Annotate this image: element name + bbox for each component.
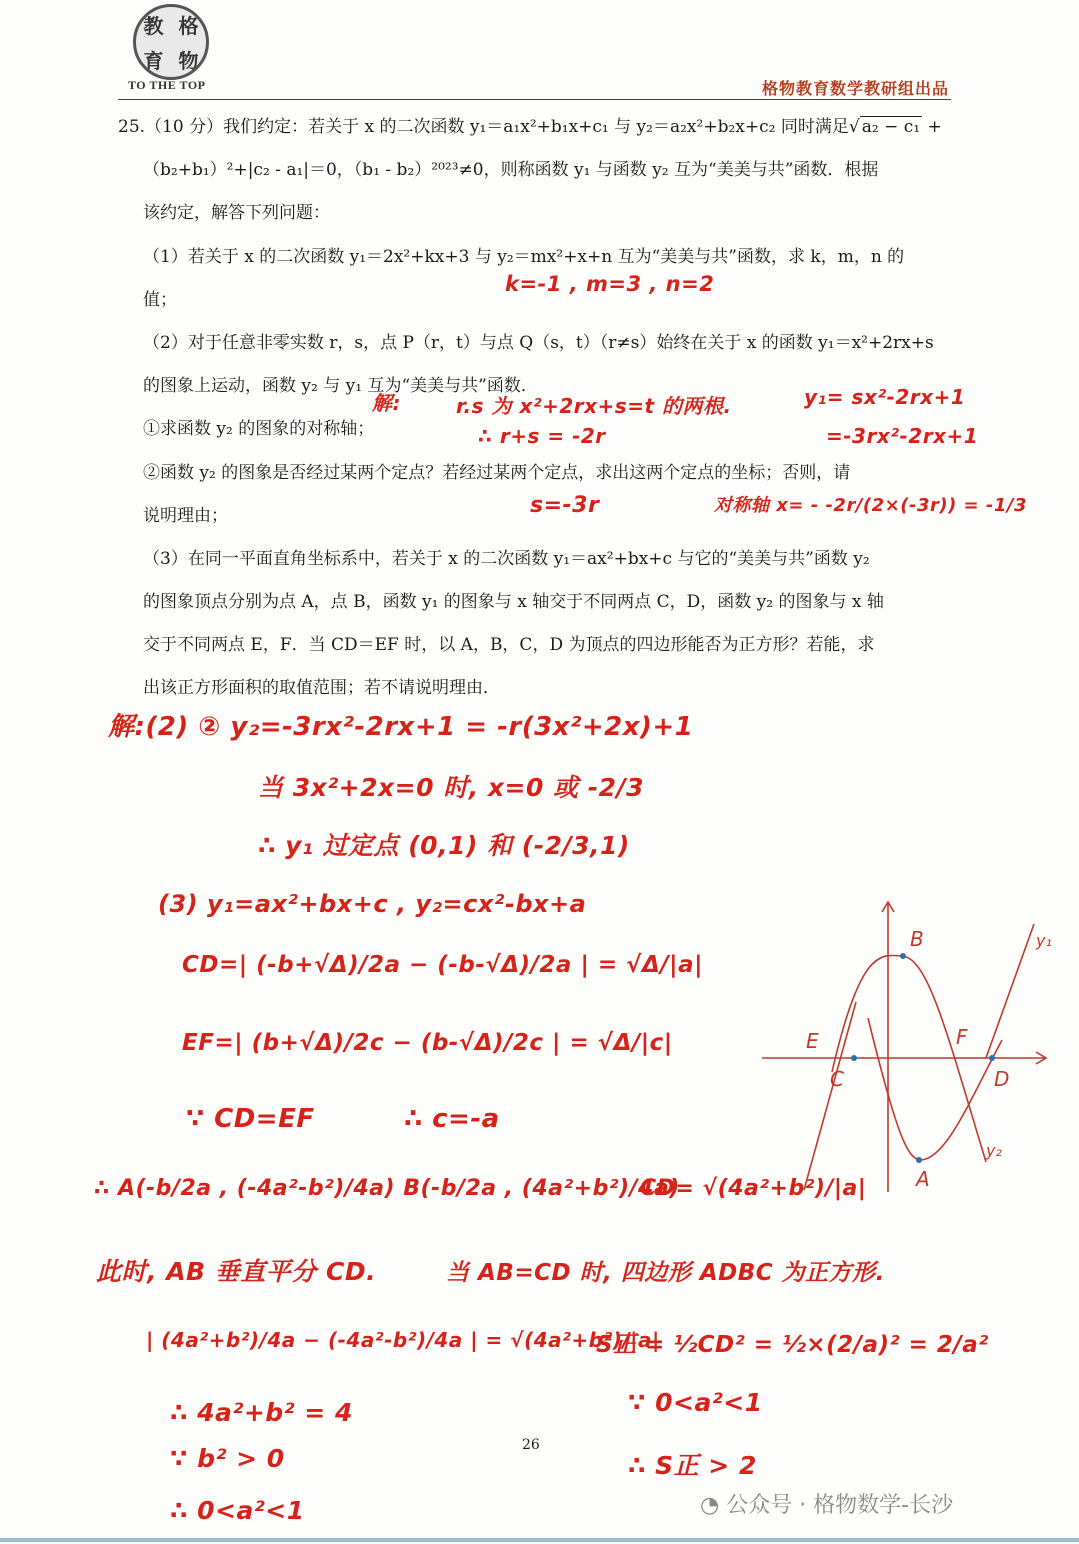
hand-part2-2: 当 3x²+2x=0 时, x=0 或 -2/3 [258, 773, 645, 802]
part2-line-2: 的图象上运动，函数 y₂ 与 y₁ 互为“美美与共”函数． [143, 376, 538, 396]
hand-ab: ∴ A(-b/2a , (-4a²-b²)/4a) B(-b/2a , (4a²+b²)/4a) [94, 1176, 680, 1201]
hand-perp: 此时, AB 垂直平分 CD. [96, 1257, 377, 1286]
answer-part1: k=-1 , m=3 , n=2 [505, 272, 715, 296]
part1-line-2: 值； [143, 290, 177, 310]
label-d: D [994, 1067, 1010, 1091]
hand-square: 当 AB=CD 时, 四边形 ADBC 为正方形. [446, 1260, 885, 1286]
wechat-icon: ◔ [700, 1493, 720, 1518]
hand-s: s=-3r [530, 493, 600, 518]
logo-char: 育 [143, 49, 164, 73]
logo-char: 物 [178, 49, 199, 73]
hand-part2-3: ∴ y₁ 过定点 (0,1) 和 (-2/3,1) [258, 831, 630, 860]
point-a [916, 1157, 922, 1163]
part1-line-1: （1）若关于 x 的二次函数 y₁＝2x²+kx+3 与 y₂＝mx²+x+n 互为“美美与共”函数，求 k，m，n 的 [143, 247, 905, 267]
hand-axis: 对称轴 x= - -2r/(2×(-3r)) = -1/3 [714, 495, 1028, 516]
hand-e2: ∵ b² > 0 [170, 1444, 285, 1473]
label-b: B [910, 927, 924, 951]
hand-e3: ∴ 0<a²<1 [170, 1496, 305, 1525]
point-d [989, 1055, 995, 1061]
part3-line-2: 的图象顶点分别为点 A，点 B，函数 y₁ 的图象与 x 轴交于不同两点 C，D，函数 y₂ 的图象与 x 轴 [143, 592, 884, 612]
hand-part2-1: 解:(2) ② y₂=-3rx²-2rx+1 = -r(3x²+2x)+1 [108, 712, 694, 742]
label-y1: y₁ [1036, 931, 1052, 950]
label-y2: y₂ [986, 1141, 1002, 1160]
problem-line-1: 25.（10 分）我们约定：若关于 x 的二次函数 y₁＝a₁x²+b₁x+c₁ 与 y₂＝a₂x²+b₂x+c₂ 同时满足√ a₂ − c₁ + [118, 117, 942, 137]
hand-area: S正 = ½CD² = ½×(2/a)² = 2/a² [596, 1332, 989, 1358]
hand-ef: EF=| (b+√Δ)/2c − (b-√Δ)/2c | = √Δ/|c| [182, 1030, 673, 1056]
hand-cdef: ∵ CD=EF [186, 1104, 315, 1134]
problem-text: + [927, 117, 942, 137]
hand-e1: ∴ 4a²+b² = 4 [170, 1398, 353, 1427]
hand-e4: ∵ 0<a²<1 [628, 1388, 763, 1417]
watermark-text: 公众号 · 格物数学-长沙 [726, 1493, 954, 1518]
hand-part3-1: (3) y₁=ax²+bx+c , y₂=cx²-bx+a [158, 890, 587, 918]
point-b [900, 953, 906, 959]
label-e: E [806, 1029, 819, 1053]
logo-subtitle: TO THE TOP [128, 78, 206, 92]
hand-ca: ∴ c=-a [404, 1104, 500, 1134]
sqrt-expression: a₂ − c₁ [861, 117, 921, 137]
part2-question-1: ①求函数 y₂ 的图象的对称轴； [143, 419, 375, 439]
hand-y1b: =-3rx²-2rx+1 [826, 424, 979, 448]
logo-char: 教 [143, 14, 164, 38]
hand-cd2: CD= √(4a²+b²)/|a| [640, 1176, 867, 1201]
label-c: C [830, 1067, 844, 1091]
hand-sum: ∴ r+s = -2r [478, 424, 606, 448]
line-y1-right [986, 924, 1034, 1058]
header-divider [118, 99, 951, 100]
problem-text: 25.（10 分）我们约定：若关于 x 的二次函数 y₁＝a₁x²+b₁x+c₁ 与 y₂＝a₂x²+b₂x+c₂ 同时满足 [118, 117, 849, 137]
part3-line-1: （3）在同一平面直角坐标系中，若关于 x 的二次函数 y₁＝ax²+bx+c 与它的“美美与共”函数 y₂ [143, 549, 870, 569]
page-number: 26 [522, 1437, 540, 1453]
part2-line-1: （2）对于任意非零实数 r，s，点 P（r，t）与点 Q（s，t）（r≠s）始终在关于 x 的函数 y₁＝x²+2rx+s [143, 333, 934, 353]
part3-line-3: 交于不同两点 E，F．当 CD＝EF 时，以 A，B，C，D 为顶点的四边形能否为正方形？若能，求 [143, 635, 875, 655]
problem-line-2: （b₂+b₁）²+|c₂ - a₁|＝0，（b₁ - b₂）²⁰²³≠0，则称函数 y₁ 与函数 y₂ 互为“美美与共”函数．根据 [143, 160, 879, 180]
label-a: A [916, 1167, 930, 1191]
header-title: 格物教育数学教研组出品 [761, 79, 949, 98]
problem-line-3: 该约定，解答下列问题： [143, 203, 330, 223]
label-f: F [956, 1025, 968, 1049]
logo-seal [133, 4, 209, 80]
part2-question-2-cont: 说明理由； [143, 506, 228, 526]
point-c [851, 1055, 857, 1061]
watermark [700, 1488, 953, 1519]
hand-jie: 解: [372, 391, 401, 415]
parabola-graph [750, 890, 1070, 1210]
part2-question-2: ②函数 y₂ 的图象是否经过某两个定点？若经过某两个定点，求出这两个定点的坐标；否则，请 [143, 463, 851, 483]
part3-line-4: 出该正方形面积的取值范围；若不请说明理由． [143, 678, 500, 698]
hand-cd: CD=| (-b+√Δ)/2a − (-b-√Δ)/2a | = √Δ/|a| [182, 952, 704, 978]
hand-e5: ∴ S正 > 2 [628, 1451, 757, 1480]
hand-y1: y₁= sx²-2rx+1 [804, 385, 966, 409]
bottom-border [0, 1538, 1079, 1542]
logo-char: 格 [178, 14, 199, 38]
hand-equation: | (4a²+b²)/4a − (-4a²-b²)/4a | = √(4a²+b²)/|a| [146, 1328, 660, 1352]
hand-roots: r.s 为 x²+2rx+s=t 的两根. [456, 394, 732, 418]
